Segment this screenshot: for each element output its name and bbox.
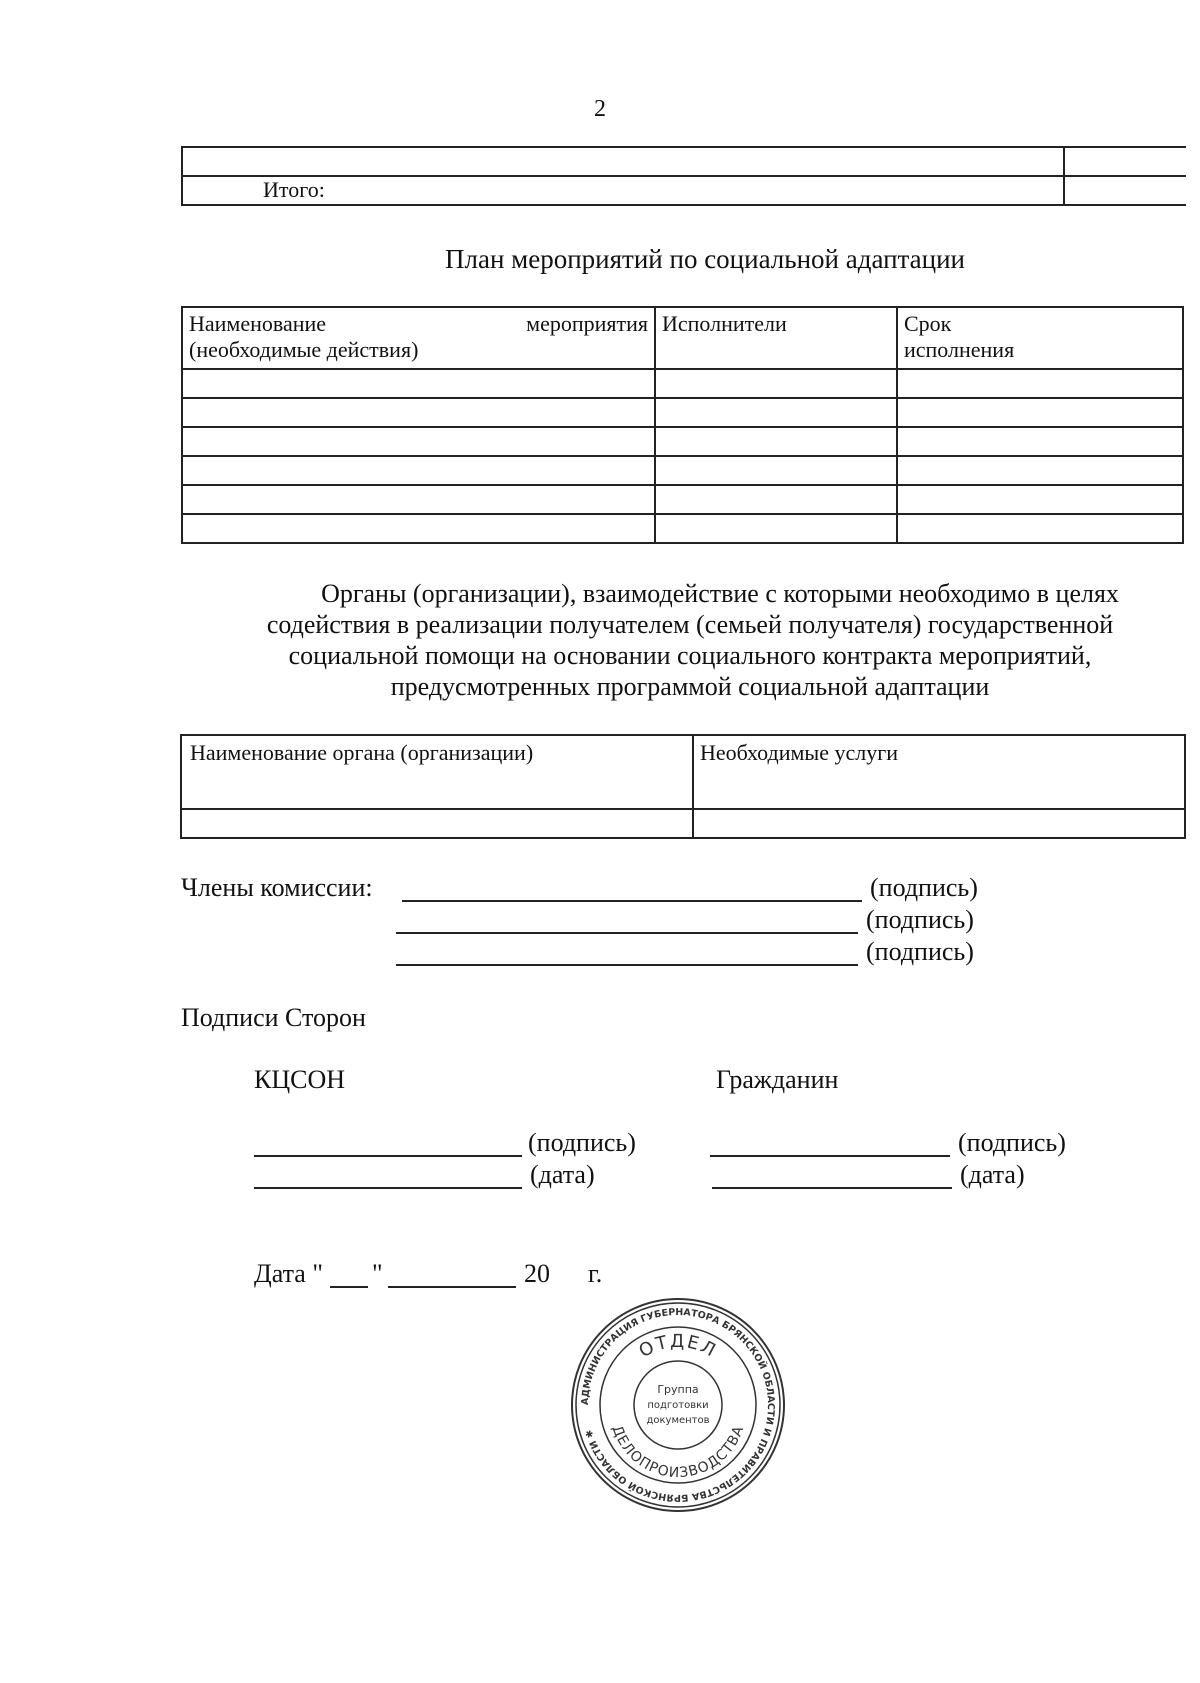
table-row (182, 456, 1183, 485)
table-row (182, 427, 1183, 456)
table-row (182, 147, 1186, 176)
date-year-suffix: г. (588, 1259, 603, 1288)
date-month-field[interactable] (388, 1264, 516, 1288)
date-label: Дата " (254, 1259, 323, 1288)
commission-signature-line-1[interactable] (402, 878, 862, 902)
total-value-cell (1064, 176, 1186, 205)
header-deadline-line2: исполнения (904, 337, 1015, 362)
header-executors: Исполнители (655, 307, 897, 369)
organs-paragraph (190, 578, 1190, 702)
commission-signature-note-3: (подпись) (866, 937, 974, 966)
header-deadline (897, 307, 1183, 369)
date-quote-close: " (372, 1259, 383, 1288)
organs-line-2: содействия в реализации получателем (семьей получателя) государственной (266, 610, 1114, 639)
commission-signature-note-2: (подпись) (866, 905, 974, 934)
header-org-name: Наименование органа (организации) (181, 735, 693, 809)
left-party-signature-note: (подпись) (528, 1128, 636, 1157)
left-party-name: КЦСОН (254, 1065, 346, 1094)
commission-signature-line-2[interactable] (396, 910, 858, 934)
right-party-date-line[interactable] (712, 1165, 952, 1189)
stamp-department: ОТДЕЛ (635, 1330, 721, 1363)
parties-title: Подписи Сторон (181, 1003, 366, 1032)
header-action-line2: (необходимые действия) (189, 337, 419, 362)
right-party-signature-note: (подпись) (958, 1128, 1066, 1157)
commission-signature-note-1: (подпись) (870, 873, 978, 902)
header-services: Необходимые услуги (693, 735, 1185, 809)
stamp-ring-text: АДМИНИСТРАЦИЯ ГУБЕРНАТОРА БРЯНСКОЙ ОБЛАСТИ И ПРАВИТЕЛЬСТВА БРЯНСКОЙ ОБЛАСТИ ✱ (579, 1306, 777, 1504)
totals-table (181, 146, 1186, 206)
organs-line-4: предусмотренных программой социальной адаптации (390, 672, 990, 701)
stamp-center-line-1: Группа (657, 1383, 699, 1396)
header-action-name (182, 307, 655, 369)
plan-table (181, 306, 1184, 544)
plan-title: План мероприятий по социальной адаптации (445, 244, 965, 274)
date-day-field[interactable] (330, 1264, 368, 1288)
table-cell (182, 147, 1064, 176)
right-party-name: Гражданин (716, 1065, 839, 1094)
table-row (182, 398, 1183, 427)
left-party-date-note: (дата) (530, 1160, 595, 1189)
commission-label: Члены комиссии: (181, 873, 373, 902)
commission-signature-line-3[interactable] (396, 942, 858, 966)
official-stamp (570, 1297, 786, 1513)
page-number: 2 (594, 96, 606, 122)
organs-line-1: Органы (организации), взаимодействие с которыми необходимо в целях (321, 579, 1119, 608)
stamp-center-line-3: документов (646, 1415, 710, 1426)
header-action-word1: Наименование (189, 311, 327, 336)
organs-table-header (181, 735, 1185, 809)
date-year-prefix: 20 (524, 1259, 550, 1288)
table-row (182, 485, 1183, 514)
plan-table-header (182, 307, 1183, 369)
left-party-signature-line[interactable] (254, 1133, 522, 1157)
table-cell (1064, 147, 1186, 176)
left-party-date-line[interactable] (254, 1165, 522, 1189)
organs-table (180, 734, 1186, 839)
organs-line-3: социальной помощи на основании социального контракта мероприятий, (288, 641, 1092, 670)
right-party-date-note: (дата) (960, 1160, 1025, 1189)
table-row (182, 369, 1183, 398)
right-party-signature-line[interactable] (710, 1133, 950, 1157)
table-row (182, 514, 1183, 543)
stamp-division: ДЕЛОПРОИЗВОДСТВА (608, 1423, 748, 1482)
header-action-word2: мероприятия (526, 311, 648, 336)
stamp-center-line-2: подготовки (647, 1400, 709, 1411)
total-label: Итого: (182, 176, 1064, 205)
table-row (181, 809, 1185, 838)
table-row (182, 176, 1186, 205)
header-deadline-line1: Срок (904, 311, 952, 336)
